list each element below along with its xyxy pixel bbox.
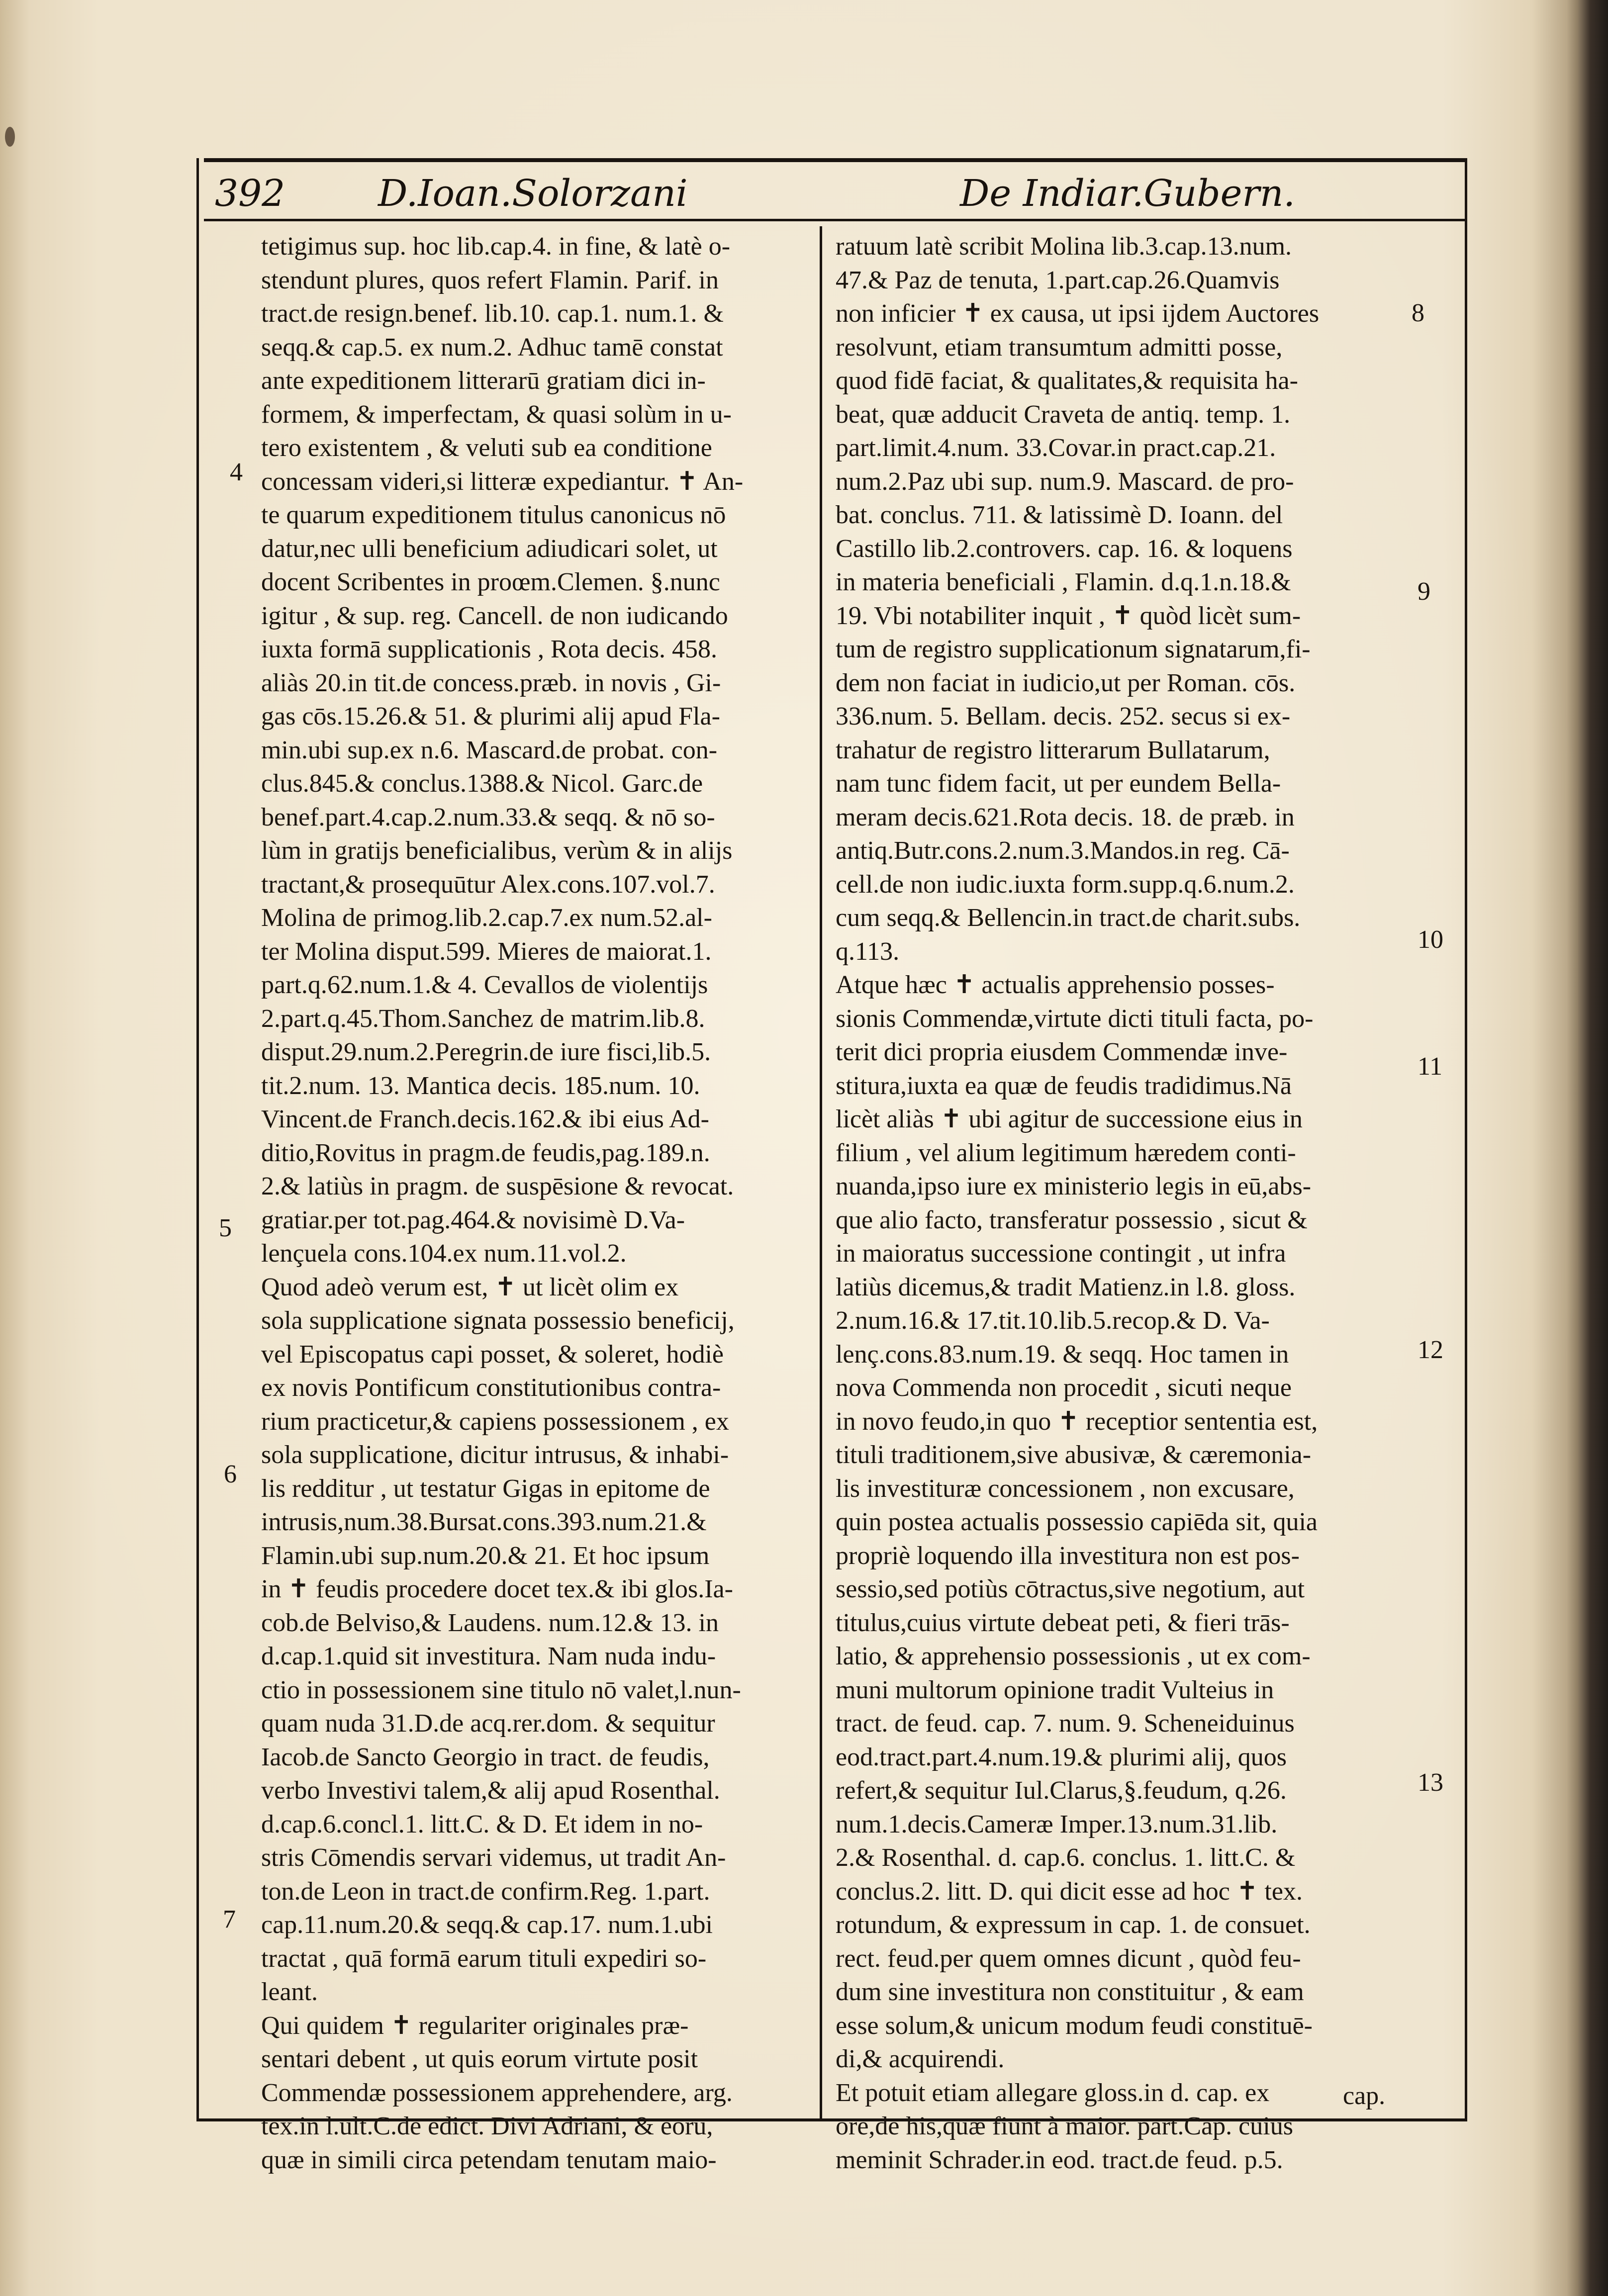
text-line: in materia beneficiali , Flamin. d.q.1.n.18.& xyxy=(836,568,1291,596)
text-line: latiùs dicemus,& tradit Matienz.in l.8. gloss. xyxy=(836,1273,1296,1301)
margin-note-number: 13 xyxy=(1418,1768,1443,1797)
text-line: meram decis.621.Rota decis. 18. de præb. in xyxy=(836,803,1295,831)
text-line: num.1.decis.Cameræ Imper.13.num.31.lib. xyxy=(836,1810,1278,1838)
text-line: igitur , & sup. reg. Cancell. de non iudicando xyxy=(261,601,728,630)
text-line: lùm in gratijs beneficialibus, verùm & in alijs xyxy=(261,836,733,865)
text-line: tractat , quā formā earum tituli expediri so- xyxy=(261,1944,707,1973)
text-line: ore,de his,quæ fiunt à maior. part.Cap. cuius xyxy=(836,2112,1293,2140)
text-line: num.2.Paz ubi sup. num.9. Mascard. de pro- xyxy=(836,467,1294,496)
text-line: datur,nec ulli beneficium adiudicari solet, ut xyxy=(261,534,718,563)
text-line: benef.part.4.cap.2.num.33.& seqq. & nō so- xyxy=(261,803,715,831)
text-line: 2.part.q.45.Thom.Sanchez de matrim.lib.8. xyxy=(261,1004,705,1033)
text-line: tetigimus sup. hoc lib.cap.4. in fine, & latè o- xyxy=(261,232,731,261)
text-line: ter Molina disput.599. Mieres de maiorat.1. xyxy=(261,937,712,966)
text-line: ton.de Leon in tract.de confirm.Reg. 1.part. xyxy=(261,1877,710,1906)
text-line: tit.2.num. 13. Mantica decis. 185.num. 10. xyxy=(261,1071,700,1100)
text-line: refert,& sequitur Iul.Clarus,§.feudum, q.26. xyxy=(836,1776,1287,1805)
text-line: aliàs 20.in tit.de concess.præb. in novis , Gi- xyxy=(261,668,721,697)
text-line: titulus,cuius virtute debeat peti, & fieri trās- xyxy=(836,1608,1290,1637)
margin-note-number: 10 xyxy=(1418,925,1443,954)
margin-note-number: 8 xyxy=(1412,299,1424,327)
text-line: eod.tract.part.4.num.19.& plurimi alij, quos xyxy=(836,1743,1287,1771)
text-line: d.cap.1.quid sit investitura. Nam nuda indu- xyxy=(261,1642,716,1670)
text-line: gratiar.per tot.pag.464.& novisimè D.Va- xyxy=(261,1205,685,1234)
text-line: beat, quæ adducit Craveta de antiq. temp. 1. xyxy=(836,400,1291,429)
text-line: terit dici propria eiusdem Commendæ inve- xyxy=(836,1038,1288,1066)
text-line: bat. conclus. 711. & latissimè D. Ioann. del xyxy=(836,501,1283,529)
text-line: licèt aliàs ✝ ubi agitur de successione eius in xyxy=(836,1105,1303,1133)
catchword: cap. xyxy=(1343,2082,1386,2110)
text-line: quod fidē faciat, & qualitates,& requisita ha- xyxy=(836,367,1298,395)
text-line: nuanda,ipso iure ex ministerio legis in eū,abs- xyxy=(836,1172,1312,1200)
text-line: rect. feud.per quem omnes dicunt , quòd feu- xyxy=(836,1944,1301,1973)
text-line: trahatur de registro litterarum Bullatarum, xyxy=(836,735,1270,764)
text-line: cap.11.num.20.& seqq.& cap.17. num.1.ubi xyxy=(261,1911,713,1939)
text-line: tract.de resign.benef. lib.10. cap.1. num.1. & xyxy=(261,299,724,328)
text-line: formem, & imperfectam, & quasi solùm in u- xyxy=(261,400,732,429)
text-line: ctio in possessionem sine titulo nō valet,l.nun- xyxy=(261,1675,741,1704)
text-line: seqq.& cap.5. ex num.2. Adhuc tamē constat xyxy=(261,333,723,362)
text-line: 2.& latiùs in pragm. de suspēsione & revocat. xyxy=(261,1172,734,1200)
margin-note-number: 12 xyxy=(1418,1336,1443,1364)
text-line: Molina de primog.lib.2.cap.7.ex num.52.al- xyxy=(261,904,712,932)
text-line: esse solum,& unicum modum feudi constituē- xyxy=(836,2011,1313,2040)
left-text-column xyxy=(261,230,813,2177)
text-line: q.113. xyxy=(836,937,900,966)
text-line: concessam videri,si litteræ expediantur. ✝ An- xyxy=(261,467,744,496)
text-line: sola supplicatione signata possessio beneficij, xyxy=(261,1306,735,1335)
text-line: lençuela cons.104.ex num.11.vol.2. xyxy=(261,1239,627,1268)
text-line: part.limit.4.num. 33.Covar.in pract.cap.21. xyxy=(836,434,1276,462)
text-line: ratuum latè scribit Molina lib.3.cap.13.num. xyxy=(836,232,1292,261)
text-line: lenç.cons.83.num.19. & seqq. Hoc tamen in xyxy=(836,1340,1289,1369)
text-line: tract. de feud. cap. 7. num. 9. Scheneiduinus xyxy=(836,1709,1295,1738)
text-line: tex.in l.ult.C.de edict. Divi Adriani, & eorū, xyxy=(261,2112,713,2140)
text-line: dum sine investitura non constituitur , & eam xyxy=(836,1978,1304,2006)
text-line: quin postea actualis possessio capiēda sit, quia xyxy=(836,1508,1318,1536)
margin-note-number: 9 xyxy=(1418,577,1430,606)
facing-page-edge xyxy=(1578,0,1608,2296)
text-line: 2.& Rosenthal. d. cap.6. conclus. 1. litt.C. & xyxy=(836,1843,1296,1872)
text-line: antiq.Butr.cons.2.num.3.Mandos.in reg. Cā- xyxy=(836,836,1290,865)
text-line: sentari debent , ut quis eorum virtute posit xyxy=(261,2045,698,2073)
text-line: que alio facto, transferatur possessio , sicut & xyxy=(836,1205,1308,1234)
text-line: 47.& Paz de tenuta, 1.part.cap.26.Quamvis xyxy=(836,266,1280,294)
text-line: cum seqq.& Bellencin.in tract.de charit.subs. xyxy=(836,904,1301,932)
text-line: lis investituræ concessionem , non excusare, xyxy=(836,1474,1295,1503)
text-line: tum de registro supplicationum signatarum,fi- xyxy=(836,635,1311,663)
text-line: stris Cōmendis servari videmus, ut tradit An- xyxy=(261,1843,726,1872)
text-line: vel Episcopatus capi posset, & soleret, hodiè xyxy=(261,1340,724,1369)
text-line: part.q.62.num.1.& 4. Cevallos de violentijs xyxy=(261,971,708,999)
text-line: filium , vel alium legitimum hæredem conti- xyxy=(836,1138,1296,1167)
running-head-author: D.Ioan.Solorzani xyxy=(378,172,688,215)
text-line: Iacob.de Sancto Georgio in tract. de feudis, xyxy=(261,1743,710,1771)
text-line: in ✝ feudis procedere docet tex.& ibi glos.Ia- xyxy=(261,1575,733,1603)
text-line: nova Commenda non procedit , sicuti neque xyxy=(836,1374,1292,1402)
text-line: Vincent.de Franch.decis.162.& ibi eius Ad- xyxy=(261,1105,709,1133)
text-line: sionis Commendæ,virtute dicti tituli facta, po- xyxy=(836,1004,1314,1033)
text-line: min.ubi sup.ex n.6. Mascard.de probat. con- xyxy=(261,735,718,764)
text-line: quæ in simili circa petendam tenutam maio- xyxy=(261,2145,717,2174)
text-line: conclus.2. litt. D. qui dicit esse ad hoc ✝ tex. xyxy=(836,1877,1303,1906)
text-line: muni multorum opinione tradit Vulteius in xyxy=(836,1675,1274,1704)
text-line: in maioratus successione contingit , ut infra xyxy=(836,1239,1286,1268)
column-divider xyxy=(820,226,822,2118)
text-line: tero existentem , & veluti sub ea conditione xyxy=(261,434,712,462)
header-rule xyxy=(204,219,1465,221)
text-line: 19. Vbi notabiliter inquit , ✝ quòd licèt sum- xyxy=(836,601,1301,630)
text-line: sessio,sed potiùs cōtractus,sive negotium, aut xyxy=(836,1575,1305,1603)
text-line: clus.845.& conclus.1388.& Nicol. Garc.de xyxy=(261,769,703,798)
text-line: 2.num.16.& 17.tit.10.lib.5.recop.& D. Va- xyxy=(836,1306,1270,1335)
text-line: cob.de Belviso,& Laudens. num.12.& 13. in xyxy=(261,1608,719,1637)
text-line: Quod adeò verum est, ✝ ut licèt olim ex xyxy=(261,1273,679,1301)
text-line: rotundum, & expressum in cap. 1. de consuet. xyxy=(836,1911,1311,1939)
text-line: ex novis Pontificum constitutionibus contra- xyxy=(261,1374,721,1402)
text-line: resolvunt, etiam transumtum admitti posse, xyxy=(836,333,1283,362)
text-line: quam nuda 31.D.de acq.rer.dom. & sequitur xyxy=(261,1709,715,1738)
margin-note-number: 11 xyxy=(1418,1052,1443,1081)
text-line: propriè loquendo illa investitura non est pos- xyxy=(836,1541,1300,1570)
text-line: latio, & apprehensio possessionis , ut ex com- xyxy=(836,1642,1311,1670)
ink-smudge xyxy=(5,127,15,147)
margin-note-number: 7 xyxy=(223,1905,236,1933)
text-line: tituli traditionem,sive abusivæ, & cæremonia- xyxy=(836,1441,1312,1469)
text-line: in novo feudo,in quo ✝ receptior sententia est, xyxy=(836,1407,1318,1436)
text-line: Commendæ possessionem apprehendere, arg. xyxy=(261,2078,733,2107)
text-line: Flamin.ubi sup.num.20.& 21. Et hoc ipsum xyxy=(261,1541,710,1570)
text-line: di,& acquirendi. xyxy=(836,2045,1005,2073)
text-line: non inficier ✝ ex causa, ut ipsi ijdem Auctores xyxy=(836,299,1320,328)
text-line: rium practicetur,& capiens possessionem , ex xyxy=(261,1407,729,1436)
margin-note-number: 6 xyxy=(224,1460,237,1488)
text-line: dem non faciat in iudicio,ut per Roman. cōs. xyxy=(836,668,1296,697)
text-line: meminit Schrader.in eod. tract.de feud. p.5. xyxy=(836,2145,1283,2174)
text-line: Castillo lib.2.controvers. cap. 16. & loquens xyxy=(836,534,1293,563)
margin-note-number: 4 xyxy=(230,458,243,486)
text-line: te quarum expeditionem titulus canonicus nō xyxy=(261,501,726,529)
text-line: gas cōs.15.26.& 51. & plurimi alij apud Fla- xyxy=(261,702,720,731)
text-line: 336.num. 5. Bellam. decis. 252. secus si ex- xyxy=(836,702,1291,731)
text-line: stitura,iuxta ea quæ de feudis tradidimus.Nā xyxy=(836,1071,1292,1100)
text-line: d.cap.6.concl.1. litt.C. & D. Et idem in no- xyxy=(261,1810,703,1838)
text-line: lis redditur , ut testatur Gigas in epitome de xyxy=(261,1474,710,1503)
text-line: Et potuit etiam allegare gloss.in d. cap. ex xyxy=(836,2078,1270,2107)
text-line: leant. xyxy=(261,1978,318,2006)
text-line: cell.de non iudic.iuxta form.supp.q.6.num.2. xyxy=(836,870,1295,899)
text-line: iuxta formā supplicationis , Rota decis. 458. xyxy=(261,635,718,663)
text-line: disput.29.num.2.Peregrin.de iure fisci,lib.5. xyxy=(261,1038,711,1066)
text-line: intrusis,num.38.Bursat.cons.393.num.21.& xyxy=(261,1508,707,1536)
running-head-title: De Indiar.Gubern. xyxy=(960,172,1295,215)
text-line: Atque hæc ✝ actualis apprehensio posses- xyxy=(836,971,1275,999)
text-line: docent Scribentes in proœm.Clemen. §.nunc xyxy=(261,568,720,596)
text-line: stendunt plures, quos refert Flamin. Parif. in xyxy=(261,266,719,294)
text-line: Qui quidem ✝ regulariter originales præ- xyxy=(261,2011,689,2040)
right-text-column xyxy=(836,230,1398,2177)
page-number: 392 xyxy=(215,172,285,215)
margin-note-number: 5 xyxy=(219,1214,232,1242)
text-line: tractant,& prosequūtur Alex.cons.107.vol.7. xyxy=(261,870,715,899)
text-line: nam tunc fidem facit, ut per eundem Bella- xyxy=(836,769,1281,798)
text-line: ditio,Rovitus in pragm.de feudis,pag.189.n. xyxy=(261,1138,710,1167)
text-line: ante expeditionem litterarū gratiam dici in- xyxy=(261,367,706,395)
text-line: sola supplicatione, dicitur intrusus, & inhabi- xyxy=(261,1441,729,1469)
text-line: verbo Investivi talem,& alij apud Rosenthal. xyxy=(261,1776,720,1805)
